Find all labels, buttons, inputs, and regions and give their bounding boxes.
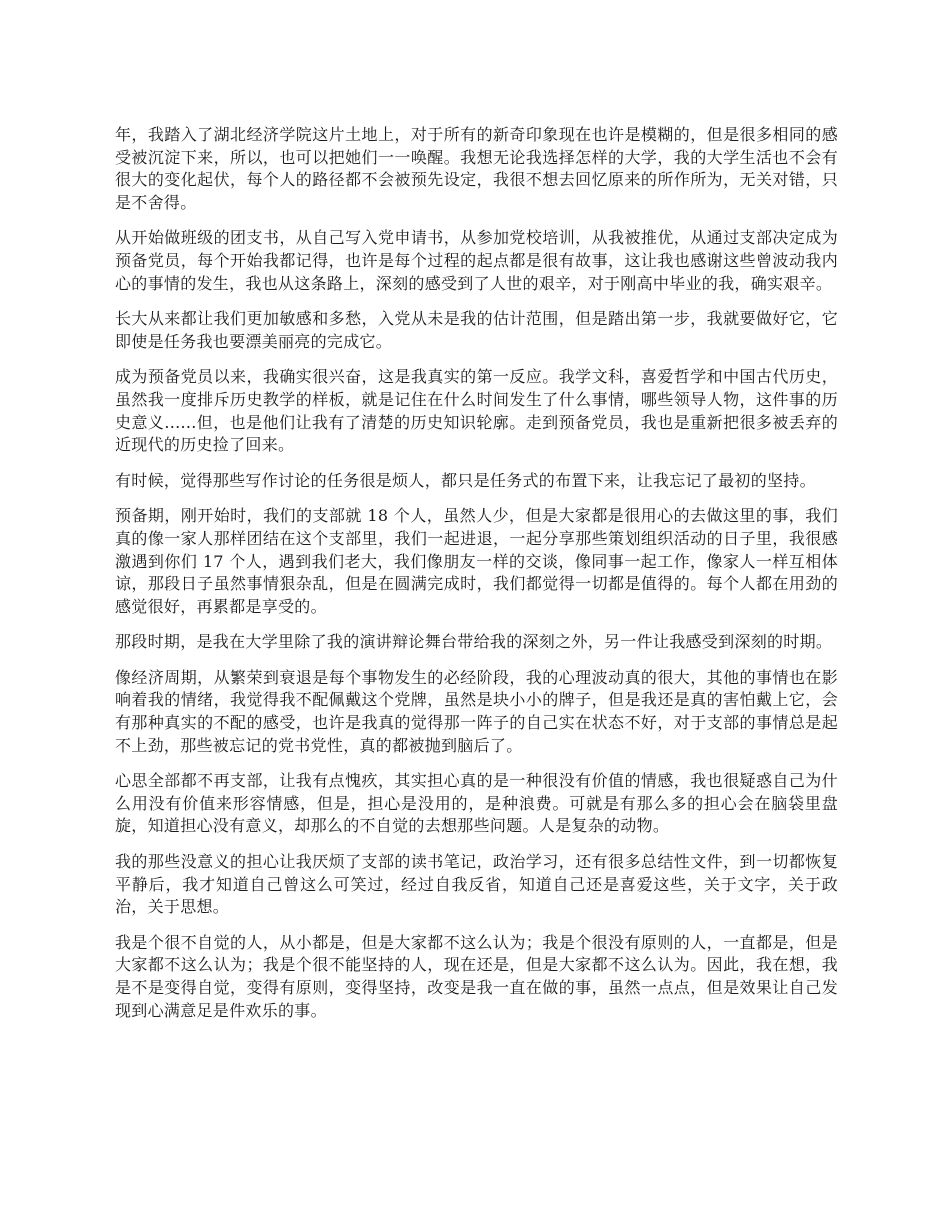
paragraph-7: 那段时期，是我在大学里除了我的演讲辩论舞台带给我的深刻之外，另一件让我感受到深刻的时期。 [115, 632, 833, 652]
paragraph-9: 心思全部都不再支部，让我有点愧疚，其实担心真的是一种很没有价值的情感，我也很疑惑自己为什么用没有价值来形容情感，但是，担心是没用的，是种浪费。可就是有那么多的担心会在脑袋里盘旋，知道担心没有意义，却那么的不自觉的去想那些问题。人是复杂的动物。 [115, 771, 838, 836]
paragraph-2: 从开始做班级的团支书，从自己写入党申请书，从参加党校培训，从我被推优，从通过支部决定成为预备党员，每个开始我都记得，也许是每个过程的起点都是很有故事，这让我也感谢这些曾波动我内心的事情的发生，我也从这条路上，深刻的感受到了人世的艰辛，对于刚高中毕业的我，确实艰辛。 [115, 228, 838, 293]
paragraph-3: 长大从来都让我们更加敏感和多愁，入党从未是我的估计范围，但是踏出第一步，我就要做好它，它即使是任务我也要漂美丽亮的完成它。 [115, 309, 838, 351]
paragraph-1: 年，我踏入了湖北经济学院这片土地上，对于所有的新奇印象现在也许是模糊的，但是很多相同的感受被沉淀下来，所以，也可以把她们一一唤醒。我想无论我选择怎样的大学，我的大学生活也不会有很大的变化起伏，每个人的路径都不会被预先设定，我很不想去回忆原来的所作所为，无关对错，只是不舍得。 [115, 125, 838, 212]
document-page [115, 124, 838, 1035]
paragraph-5: 有时候，觉得那些写作讨论的任务很是烦人，都只是任务式的布置下来，让我忘记了最初的坚持。 [115, 470, 816, 490]
paragraph-4: 成为预备党员以来，我确实很兴奋，这是我真实的第一反应。我学文科，喜爱哲学和中国古代历史，虽然我一度排斥历史教学的样板，就是记住在什么时间发生了什么事情，哪些领导人物，这件事的历史意义......但，也是他们让我有了清楚的历史知识轮廓。走到预备党员，我也是重新把很多被丢弃的近现代的历史捡了回来。 [115, 367, 838, 455]
paragraph-6: 预备期，刚开始时，我们的支部就 18 个人，虽然人少，但是大家都是很用心的去做这里的事，我们真的像一家人那样团结在这个支部里，我们一起进退，一起分享那些策划组织活动的日子里，我很感激遇到你们 17 个人，遇到我们老大，我们像朋友一样的交谈，像同事一起工作，像家人一样互相体谅，那段日子虽然事情狠杂乱，但是在圆满完成时，我们都觉得一切都是值得的。每个人都在用劲的感觉很好，再累都是享受的。 [115, 506, 838, 616]
paragraph-10: 我的那些没意义的担心让我厌烦了支部的读书笔记，政治学习，还有很多总结性文件，到一切都恢复平静后，我才知道自己曾这么可笑过，经过自我反省，知道自己还是喜爱这些，关于文字，关于政治，关于思想。 [115, 852, 838, 917]
paragraph-8: 像经济周期，从繁荣到衰退是每个事物发生的必经阶段，我的心理波动真的很大，其他的事情也在影响着我的情绪，我觉得我不配佩戴这个党牌，虽然是块小小的牌子，但是我还是真的害怕戴上它，会有那种真实的不配的感受，也许是我真的觉得那一阵子的自己实在状态不好，对于支部的事情总是起不上劲，那些被忘记的党书党性，真的都被抛到脑后了。 [115, 667, 838, 755]
paragraph-11: 我是个很不自觉的人，从小都是，但是大家都不这么认为；我是个很没有原则的人，一直都是，但是大家都不这么认为；我是个很不能坚持的人，现在还是，但是大家都不这么认为。因此，我在想，我是不是变得自觉，变得有原则，变得坚持，改变是我一直在做的事，虽然一点点，但是效果让自己发现到心满意足是件欢乐的事。 [115, 932, 838, 1020]
